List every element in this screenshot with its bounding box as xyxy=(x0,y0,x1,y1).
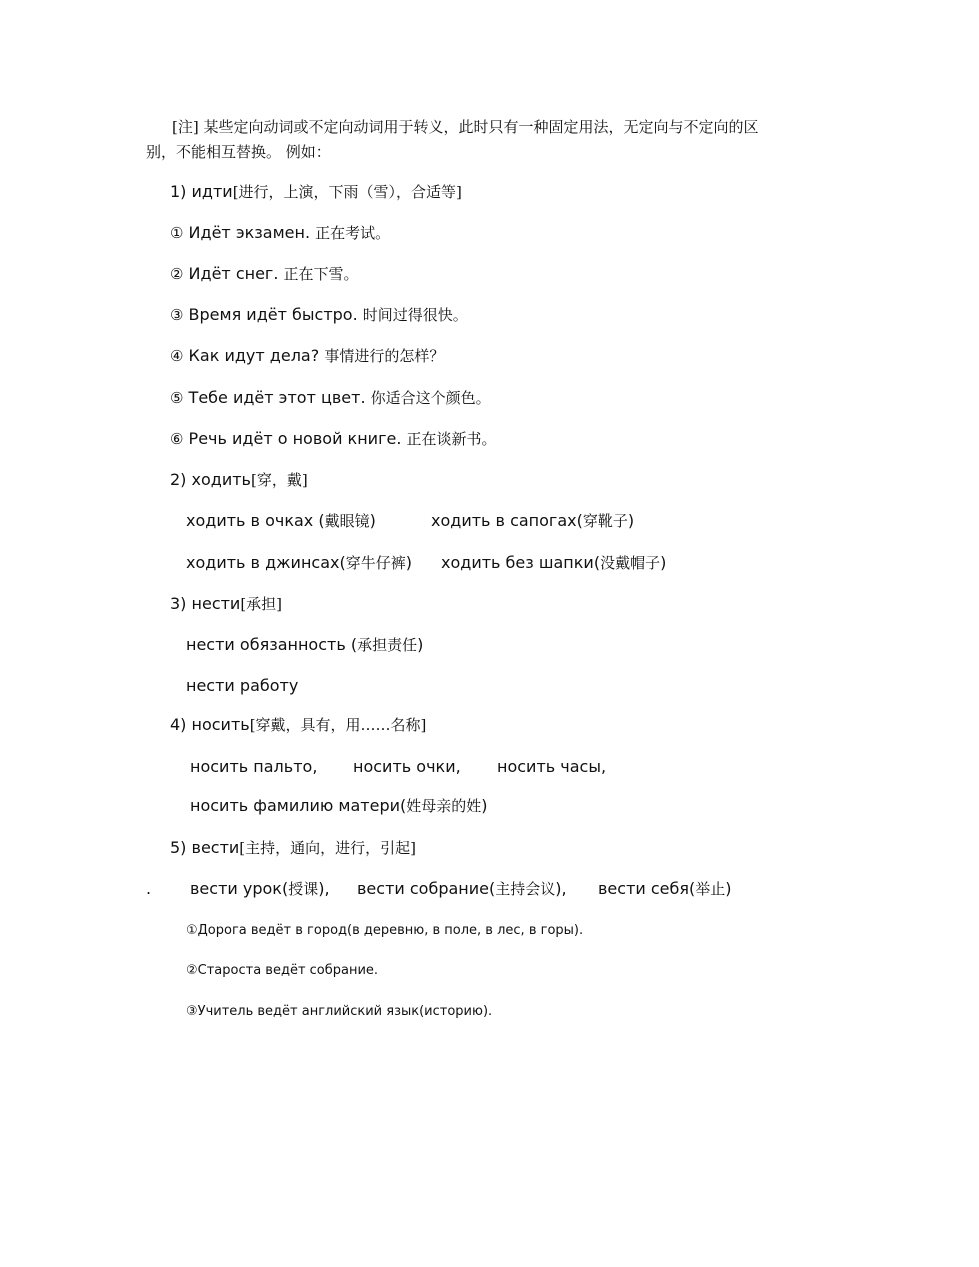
phrase-5-2: вести собрание(主持会议), xyxy=(357,879,567,898)
example-5-3: ③Учитель ведёт английский язык(историю). xyxy=(186,1004,493,1019)
example-1-4: ④ Как идут дела? 事情进行的怎样？ xyxy=(170,346,445,365)
phrase-2-1a: ходить в очках (戴眼镜) xyxy=(186,511,376,530)
section-3-heading: 3) нести[承担] xyxy=(170,594,283,613)
phrase-2-1b: ходить в сапогах(穿靴子) xyxy=(431,511,635,530)
phrase-4-1c: носить часы, xyxy=(497,757,607,776)
phrase-3-1: нести обязанность (承担责任) xyxy=(186,635,424,654)
section-2-heading: 2) ходить[穿，戴] xyxy=(170,470,308,489)
section-5-heading: 5) вести[主持，通向，进行，引起] xyxy=(170,838,417,857)
section-4-heading: 4) носить[穿戴，具有，用……名称] xyxy=(170,715,427,734)
example-1-2: ② Идёт снег. 正在下雪。 xyxy=(170,264,359,283)
example-1-5: ⑤ Тебе идёт этот цвет. 你适合这个颜色。 xyxy=(170,388,491,407)
note-line-2 xyxy=(146,142,331,162)
example-5-1: ①Дорога ведёт в город(в деревню, в поле, в лес, в горы). xyxy=(186,923,584,938)
example-5-2: ②Староста ведёт собрание. xyxy=(186,963,379,978)
phrase-3-2: нести работу xyxy=(186,676,299,695)
phrase-2-2b: ходить без шапки(没戴帽子) xyxy=(441,553,667,572)
note-line-1 xyxy=(172,117,758,137)
phrase-5-3: вести себя(举止) xyxy=(598,879,732,898)
example-1-1: ① Идёт экзамен. 正在考试。 xyxy=(170,223,391,242)
note-text-2: 别，不能相互替换。 例如： xyxy=(146,143,331,161)
example-1-6: ⑥ Речь идёт о новой книге. 正在谈新书。 xyxy=(170,429,497,448)
example-1-3: ③ Время идёт быстро. 时间过得很快。 xyxy=(170,305,468,324)
phrase-4-1b: носить очки, xyxy=(353,757,461,776)
note-text-1: [注] 某些定向动词或不定向动词用于转义，此时只有一种固定用法，无定向与不定向的区 xyxy=(172,118,759,136)
phrase-2-2a: ходить в джинсах(穿牛仔裤) xyxy=(186,553,412,572)
phrase-4-2: носить фамилию матери(姓母亲的姓) xyxy=(190,796,488,815)
phrase-5-1: вести урок(授课), xyxy=(190,879,330,898)
stray-dot: . xyxy=(146,879,152,898)
section-1-heading: 1) идти[进行，上演，下雨（雪），合适等] xyxy=(170,182,462,201)
phrase-4-1a: носить пальто, xyxy=(190,757,318,776)
